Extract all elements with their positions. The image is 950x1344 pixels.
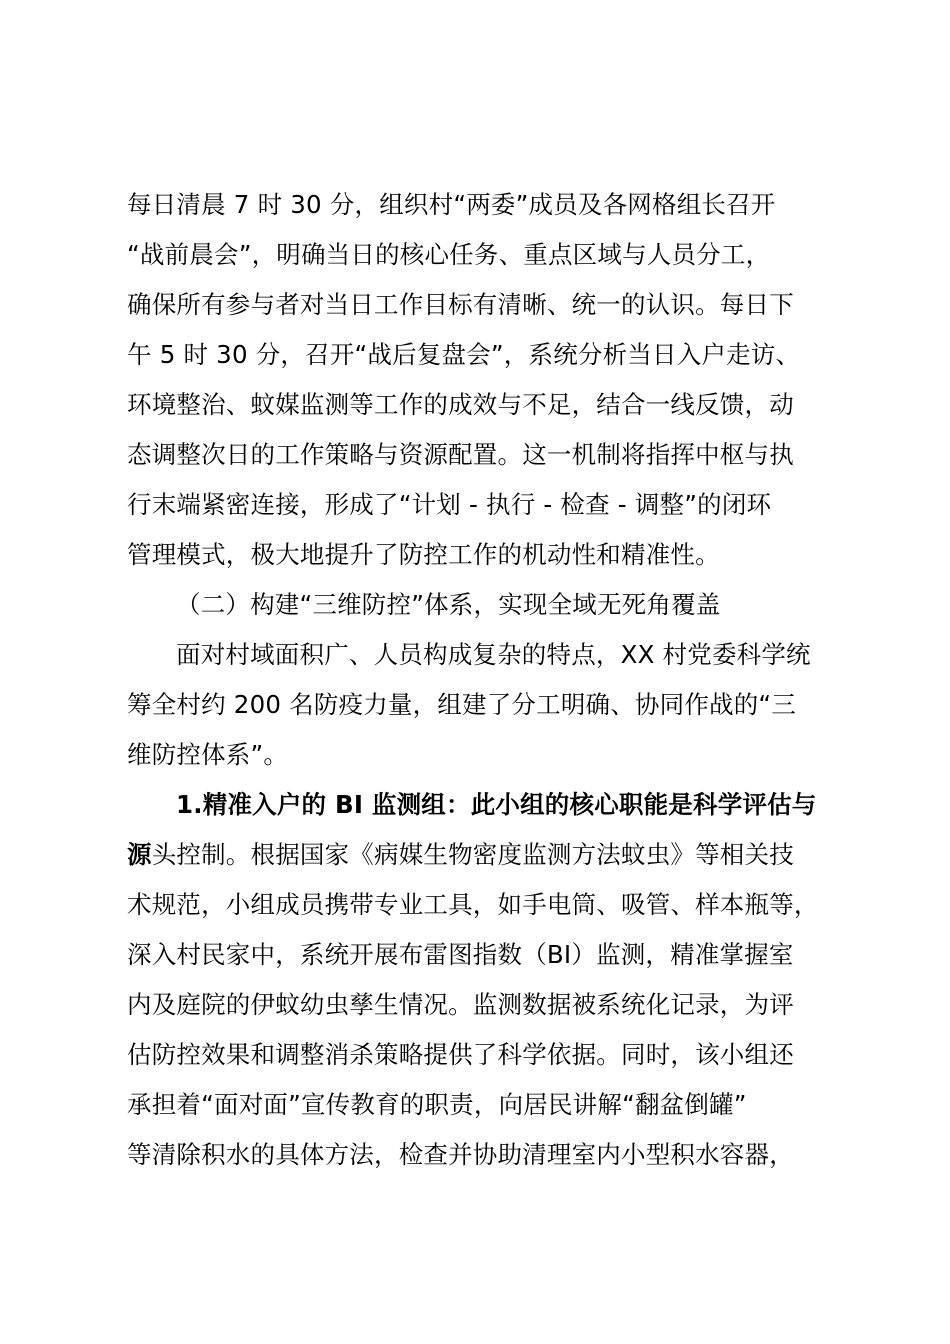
paragraph-line <box>127 830 867 880</box>
paragraph-line: “战前晨会”，明确当日的核心任务、重点区域与人员分工， <box>127 240 771 269</box>
paragraph-line: 行末端紧密连接，形成了“计划 - 执行 - 检查 - 调整”的闭环 <box>127 490 772 519</box>
paragraph-line: 确保所有参与者对当日工作目标有清晰、统一的认识。每日下 <box>127 290 794 319</box>
subsection-heading: 1.精准入户的 BI 监测组：此小组的核心职能是科学评估与 <box>176 790 817 819</box>
paragraph-line: 等清除积水的具体方法，检查并协助清理室内小型积水容器， <box>127 1140 794 1169</box>
paragraph-line: 维防控体系”。 <box>127 740 289 769</box>
paragraph-line: 术规范，小组成员携带专业工具，如手电筒、吸管、样本瓶等， <box>127 890 819 919</box>
document-body <box>127 180 867 1180</box>
paragraph-text: 头控制。根据国家《病媒生物密度监测方法蚊虫》等相关技 <box>151 840 794 869</box>
paragraph-line: 每日清晨 7 时 30 分，组织村“两委”成员及各网格组长召开 <box>127 190 776 219</box>
paragraph-line: 管理模式，极大地提升了防控工作的机动性和精准性。 <box>127 540 720 569</box>
paragraph-line: 筹全村约 200 名防疫力量，组建了分工明确、协同作战的“三 <box>127 690 797 719</box>
paragraph-line: 内及庭院的伊蚊幼虫孳生情况。监测数据被系统化记录，为评 <box>127 990 794 1019</box>
paragraph-line: 环境整治、蚊媒监测等工作的成效与不足，结合一线反馈，动 <box>127 390 794 419</box>
bold-text: 源 <box>127 840 152 869</box>
paragraph-line: 承担着“面对面”宣传教育的职责，向居民讲解“翻盆倒罐” <box>127 1090 747 1119</box>
paragraph-line: 态调整次日的工作策略与资源配置。这一机制将指挥中枢与执 <box>127 440 794 469</box>
section-heading: （二）构建“三维防控”体系，实现全域无死角覆盖 <box>176 590 721 619</box>
paragraph-line: 面对村域面积广、人员构成复杂的特点，XX 村党委科学统 <box>176 640 811 669</box>
paragraph-line: 午 5 时 30 分，召开“战后复盘会”，系统分析当日入户走访、 <box>127 340 801 369</box>
paragraph-line: 深入村民家中，系统开展布雷图指数（BI）监测，精准掌握室 <box>127 940 794 969</box>
paragraph-line: 估防控效果和调整消杀策略提供了科学依据。同时，该小组还 <box>127 1040 794 1069</box>
